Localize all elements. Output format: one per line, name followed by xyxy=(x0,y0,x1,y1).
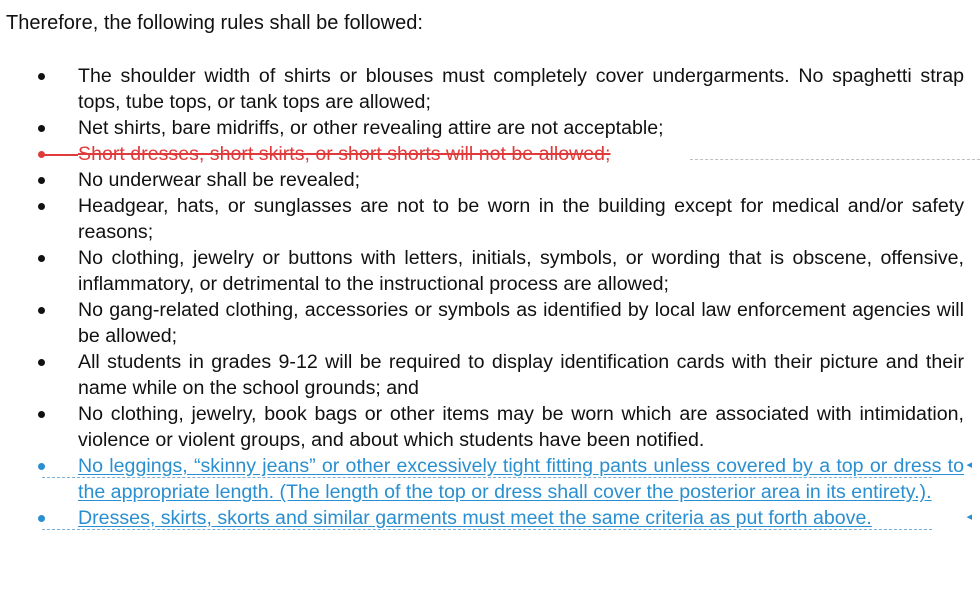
bullet-icon xyxy=(38,307,45,314)
bullet-icon xyxy=(38,151,45,158)
rule-item xyxy=(0,245,980,297)
inserted-rule-item xyxy=(0,505,980,531)
change-marker-icon: ◂ xyxy=(966,459,972,471)
rule-text: The shoulder width of shirts or blouses must completely cover undergarments. No spaghetti strap tops, tube tops, or tank tops are allowed; xyxy=(78,65,964,113)
rule-item xyxy=(0,63,980,115)
rules-list xyxy=(0,63,980,531)
rule-text: All students in grades 9-12 will be required to display identification cards with their picture and their name while on the school grounds; and xyxy=(78,351,964,399)
bullet-icon xyxy=(38,463,45,470)
bullet-icon xyxy=(38,203,45,210)
bullet-icon xyxy=(38,125,45,132)
bullet-icon xyxy=(38,177,45,184)
rule-text: No clothing, jewelry, book bags or other items may be worn which are associated with intimidation, violence or violent groups, and about which students have been notified. xyxy=(78,403,964,451)
deleted-rule-item xyxy=(0,141,980,167)
rule-item xyxy=(0,115,980,141)
intro-text: Therefore, the following rules shall be followed: xyxy=(6,12,423,34)
inserted-rule-text: No leggings, “skinny jeans” or other excessively tight fitting pants unless covered by a top or dress to the appropriate length. (The length of the top or dress shall cover the posterior area in its entirety.). xyxy=(78,455,964,503)
rule-item xyxy=(0,401,980,453)
change-marker-icon: ◂ xyxy=(966,511,972,523)
rule-item xyxy=(0,297,980,349)
rule-item xyxy=(0,349,980,401)
bullet-icon xyxy=(38,359,45,366)
bullet-icon xyxy=(38,73,45,80)
inserted-rule-text: Dresses, skirts, skorts and similar garments must meet the same criteria as put forth above. xyxy=(78,507,872,529)
inserted-rule-item xyxy=(0,453,980,505)
bullet-icon xyxy=(38,515,45,522)
deleted-rule-text: Short dresses, short skirts, or short shorts will not be allowed; xyxy=(78,143,611,165)
rule-text: Headgear, hats, or sunglasses are not to be worn in the building except for medical and/or safety reasons; xyxy=(78,195,964,243)
rule-text: Net shirts, bare midriffs, or other revealing attire are not acceptable; xyxy=(78,117,664,139)
rule-item xyxy=(0,193,980,245)
rule-text: No underwear shall be revealed; xyxy=(78,169,361,191)
rule-text: No gang-related clothing, accessories or symbols as identified by local law enforcement agencies will be allowed; xyxy=(78,299,964,347)
rule-item xyxy=(0,167,980,193)
rule-text: No clothing, jewelry or buttons with letters, initials, symbols, or wording that is obscene, offensive, inflammatory, or detrimental to the instructional process are allowed; xyxy=(78,247,964,295)
bullet-icon xyxy=(38,255,45,262)
bullet-icon xyxy=(38,411,45,418)
